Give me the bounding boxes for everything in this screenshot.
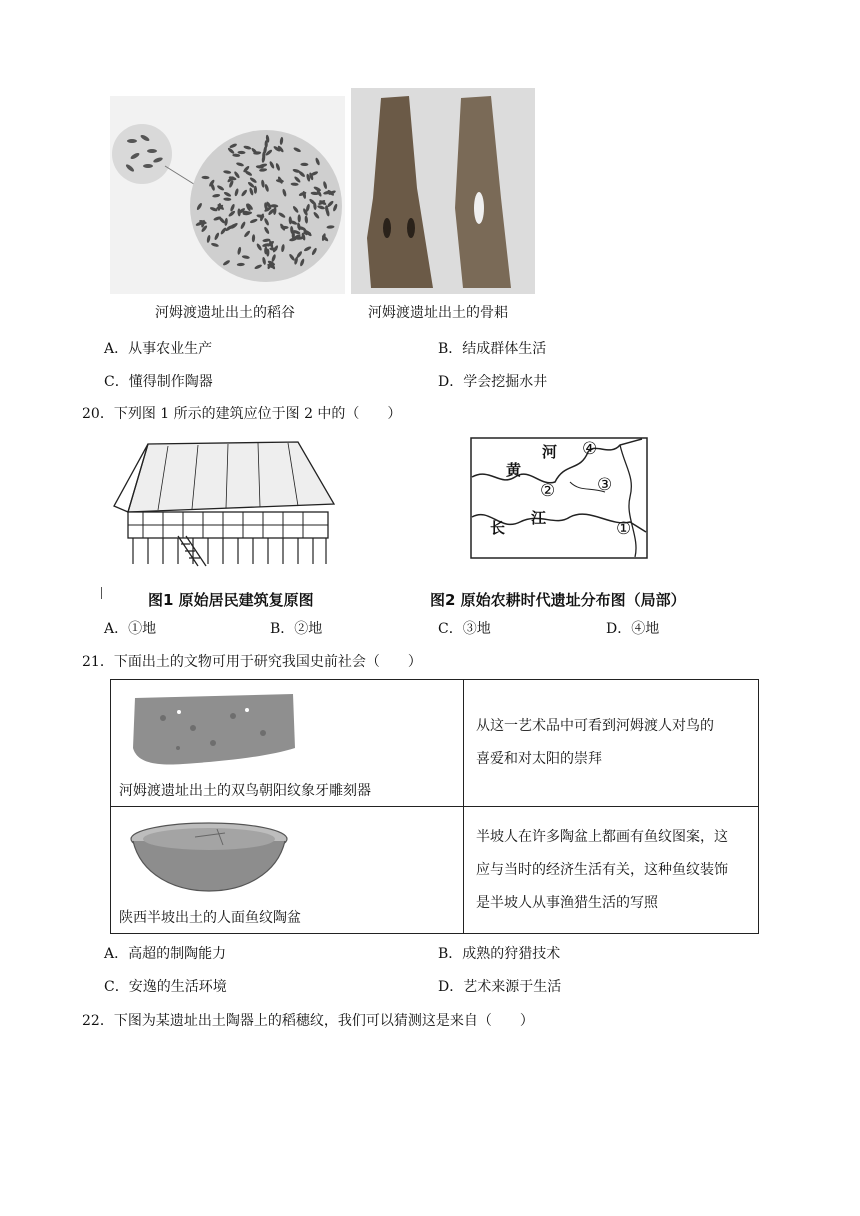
option-letter: D． <box>438 979 464 995</box>
q20-option-d[interactable] <box>606 620 659 638</box>
option-letter: C． <box>104 374 129 390</box>
desc-line: 从这一艺术品中可看到河姆渡人对鸟的 <box>476 718 714 734</box>
rice-grain-caption: 河姆渡遗址出土的稻谷 <box>155 305 295 321</box>
artifact-desc-cell <box>464 680 759 807</box>
desc-line: 半坡人在许多陶盆上都画有鱼纹图案，这 <box>476 829 728 845</box>
artifact-caption: 陕西半坡出土的人面鱼纹陶盆 <box>119 910 301 926</box>
desc-line: 喜爱和对太阳的崇拜 <box>476 751 602 767</box>
rice-grain-photo <box>110 96 345 294</box>
q19-option-a[interactable] <box>104 340 212 358</box>
map-marker-4: ④ <box>582 439 598 459</box>
artifact-caption: 河姆渡遗址出土的双鸟朝阳纹象牙雕刻器 <box>119 783 371 799</box>
stilt-house-drawing <box>108 436 340 572</box>
option-letter: C． <box>438 621 463 637</box>
q21-option-a[interactable] <box>104 945 226 963</box>
option-letter: A． <box>104 341 129 357</box>
desc-line: 是半坡人从事渔猎生活的写照 <box>476 895 658 911</box>
artifact-image-cell <box>111 680 464 807</box>
option-text: 安逸的生活环境 <box>128 979 227 995</box>
q19-option-c[interactable] <box>104 373 213 391</box>
q21-option-c[interactable] <box>104 978 227 996</box>
fig1-caption: 图1 原始居民建筑复原图 <box>148 591 314 609</box>
option-letter: D． <box>606 621 632 637</box>
map-marker-3: ③ <box>597 475 613 495</box>
map-label-he: 河 <box>542 443 558 461</box>
q20-option-a[interactable] <box>104 620 156 638</box>
desc-line: 应与当时的经济生活有关，这种鱼纹装饰 <box>476 862 728 878</box>
option-text: 艺术来源于生活 <box>463 979 562 995</box>
map-label-chang: 长 <box>490 519 506 537</box>
option-letter: A． <box>104 621 129 637</box>
bone-spade-photo <box>351 88 535 294</box>
artifact-table <box>110 679 759 934</box>
option-text: 结成群体生活 <box>462 341 547 357</box>
q21-option-b[interactable] <box>438 945 560 963</box>
option-letter: C． <box>104 979 129 995</box>
option-letter: B． <box>438 946 463 962</box>
table-row <box>111 680 759 807</box>
option-text: ④地 <box>631 621 660 637</box>
q19-option-d[interactable] <box>438 373 547 391</box>
option-text: 学会挖掘水井 <box>463 374 548 390</box>
map-label-jiang: 江 <box>531 509 547 527</box>
option-letter: B． <box>270 621 295 637</box>
option-letter: A． <box>104 946 129 962</box>
map-marker-1: ① <box>616 519 632 539</box>
artifact-image-cell <box>111 807 464 934</box>
site-distribution-map <box>470 437 648 559</box>
option-letter: B． <box>438 341 463 357</box>
option-letter: D． <box>438 374 464 390</box>
q20-option-b[interactable] <box>270 620 322 638</box>
fig2-caption: 图2 原始农耕时代遗址分布图（局部） <box>430 591 686 609</box>
ivory-carving-photo <box>123 688 303 770</box>
figure-tick-mark <box>101 587 102 599</box>
option-text: 从事农业生产 <box>128 341 213 357</box>
fish-basin-photo <box>125 815 293 895</box>
q19-option-b[interactable] <box>438 340 546 358</box>
bone-spade-caption: 河姆渡遗址出土的骨耜 <box>368 305 508 321</box>
map-marker-2: ② <box>540 481 556 501</box>
q21-stem: 21．下面出土的文物可用于研究我国史前社会（ ） <box>82 654 422 670</box>
option-text: ③地 <box>462 621 491 637</box>
option-text: 高超的制陶能力 <box>128 946 227 962</box>
map-label-huang: 黄 <box>506 461 522 479</box>
q20-stem: 20．下列图 1 所示的建筑应位于图 2 中的（ ） <box>82 406 402 422</box>
q21-option-d[interactable] <box>438 978 561 996</box>
q20-option-c[interactable] <box>438 620 491 638</box>
option-text: ②地 <box>294 621 323 637</box>
table-row <box>111 807 759 934</box>
option-text: ①地 <box>128 621 157 637</box>
artifact-desc-cell <box>464 807 759 934</box>
option-text: 成熟的狩猎技术 <box>462 946 561 962</box>
option-text: 懂得制作陶器 <box>128 374 213 390</box>
q22-stem: 22．下图为某遗址出土陶器上的稻穗纹，我们可以猜测这是来自（ ） <box>82 1013 534 1029</box>
